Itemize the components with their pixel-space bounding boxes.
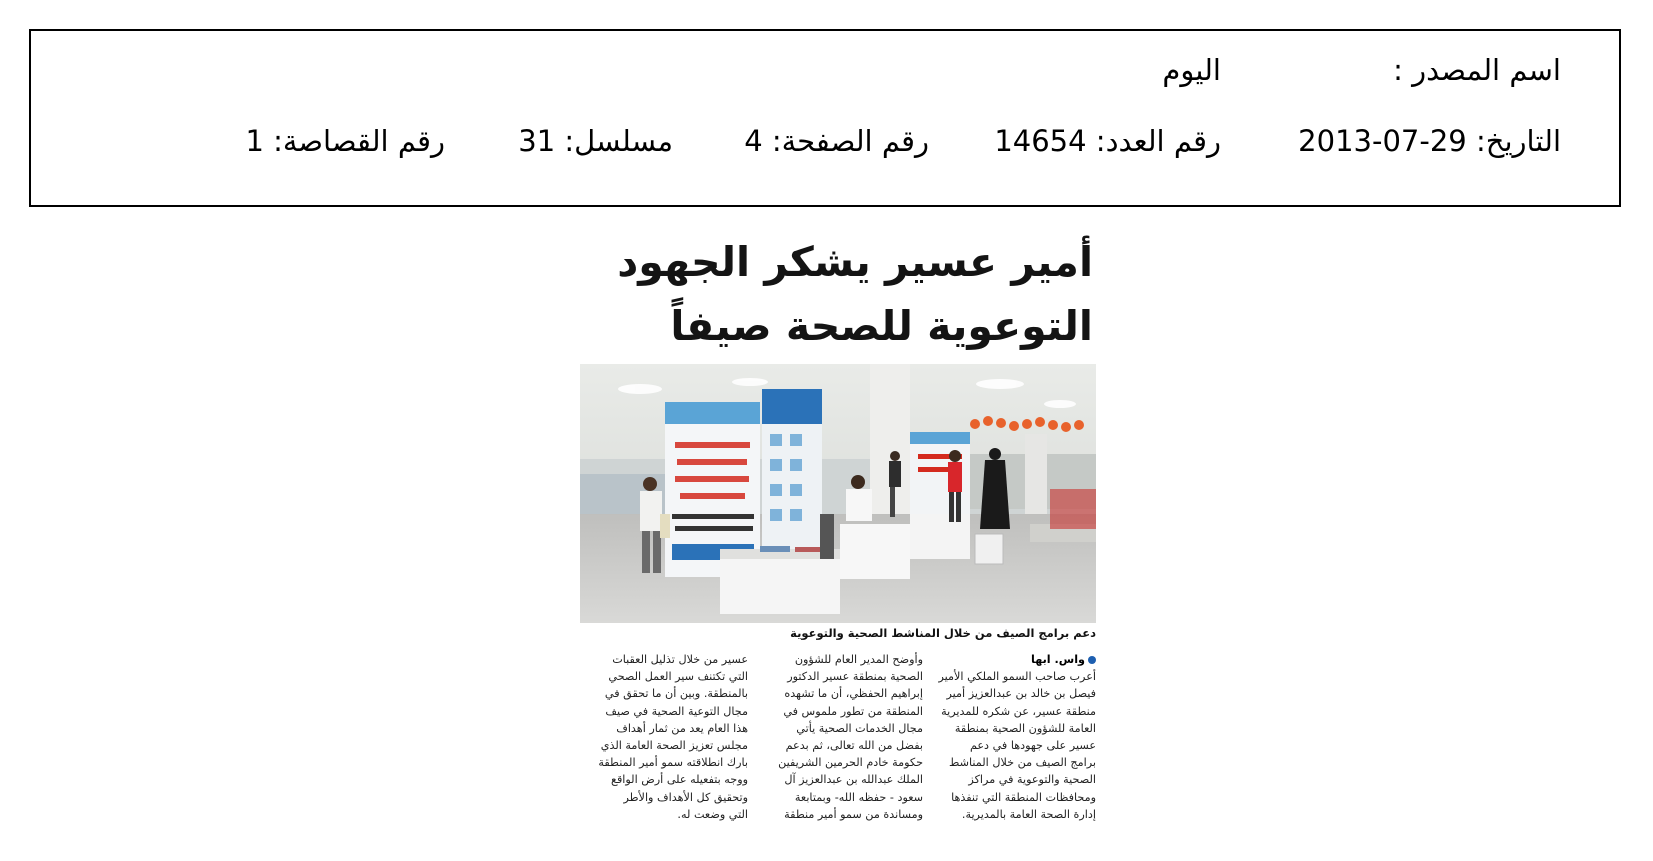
- article-photo: [580, 364, 1096, 623]
- text-line: التي تكتنف سير العمل الصحي: [608, 670, 748, 684]
- headline-line-1: أمير عسير يشكر الجهود: [617, 238, 1093, 286]
- text-line: العامة للشؤون الصحية بمنطقة: [954, 721, 1096, 735]
- date-field: التاريخ: 29-07-2013: [1298, 124, 1561, 158]
- text-line: بفضل من الله تعالى، ثم بدعم: [785, 739, 923, 753]
- text-line: مجال الخدمات الصحية يأتي: [796, 721, 923, 735]
- text-line: وتحقيق كل الأهداف والأطر: [623, 790, 748, 804]
- text-line: إبراهيم الحفظي، أن ما تشهده: [784, 687, 923, 701]
- issue-number-field: رقم العدد: 14654: [994, 124, 1221, 158]
- text-line: الصحية والتوعوية في مراكز: [968, 773, 1096, 787]
- text-line: مجلس تعزيز الصحة العامة الذي: [600, 739, 748, 753]
- text-line: فيصل بن خالد بن عبدالعزيز أمير: [946, 687, 1096, 701]
- text-line: برامج الصيف من خلال المناشط: [949, 756, 1096, 770]
- text-line: عسير من خلال تذليل العقبات: [612, 653, 748, 666]
- text-line: أعرب صاحب السمو الملكي الأمير: [938, 670, 1096, 684]
- text-line: حكومة خادم الحرمين الشريفين: [778, 756, 923, 770]
- page-number-field: رقم الصفحة: 4: [744, 124, 929, 158]
- text-line: عسير على جهودها في دعم: [969, 739, 1096, 753]
- text-line: بارك انطلاقته سمو أمير المنطقة: [598, 756, 748, 770]
- text-line: الملك عبدالله بن عبدالعزيز آل: [784, 773, 923, 787]
- source-label: اسم المصدر :: [1393, 53, 1561, 87]
- byline: [928, 651, 1096, 668]
- text-line: ومساندة من سمو أمير منطقة: [784, 807, 923, 821]
- headline-line-2: التوعوية للصحة صيفاً: [670, 302, 1093, 350]
- clipping-info-box: [29, 29, 1621, 207]
- text-line: المنطقة من تطور ملموس في: [783, 704, 923, 718]
- photo-caption: دعم برامج الصيف من خلال المناشط الصحية والتوعوية: [790, 626, 1096, 640]
- text-line: سعود - حفظه الله- وبمتابعة: [794, 790, 923, 804]
- clipping-number-field: رقم القصاصة: 1: [245, 124, 445, 158]
- article-column-3: [580, 651, 748, 836]
- source-value: اليوم: [1162, 53, 1221, 87]
- bullet-icon: [1088, 656, 1096, 664]
- serial-field: مسلسل: 31: [518, 124, 673, 158]
- text-line: ووجه بتفعيله على أرض الواقع: [610, 773, 748, 787]
- text-line: ومحافظات المنطقة التي تنفذها: [951, 790, 1096, 804]
- article-column-1: [928, 651, 1096, 836]
- text-line: هذا العام يعد من ثمار أهداف: [616, 721, 748, 735]
- article-column-2: [755, 651, 923, 836]
- text-line: منطقة عسير، عن شكره للمديرية: [941, 704, 1096, 718]
- text-line: وأوضح المدير العام للشؤون: [794, 653, 923, 666]
- text-line: الصحية بمنطقة عسير الدكتور: [787, 670, 923, 684]
- text-line: مجال التوعية الصحية في صيف: [605, 704, 748, 718]
- text-line: إدارة الصحة العامة بالمديرية.: [961, 807, 1096, 821]
- text-line: التي وضعت له.: [677, 807, 748, 821]
- byline-text: واس. ابها: [1031, 653, 1085, 666]
- text-line: بالمنطقة. وبين أن ما تحقق في: [604, 687, 748, 701]
